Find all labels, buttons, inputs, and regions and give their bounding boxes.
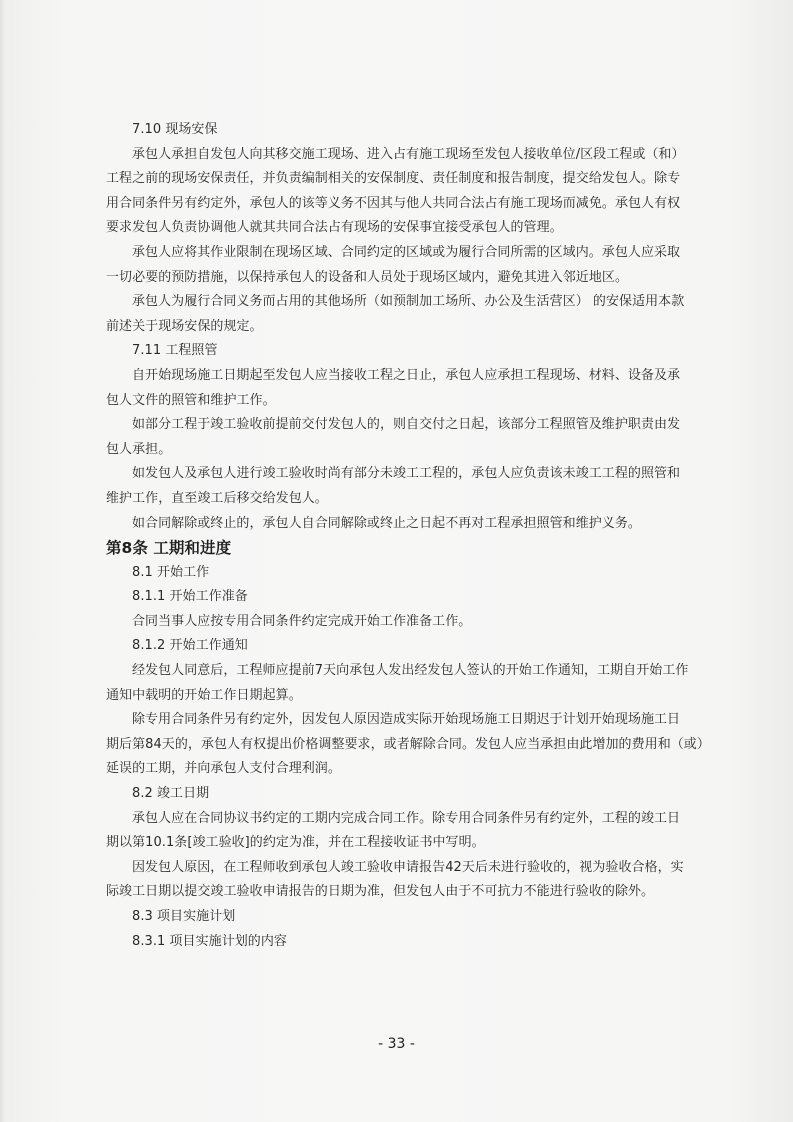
text-line: 承包人应将其作业限制在现场区域、合同约定的区域或为履行合同所需的区域内。承包人应采取 (132, 244, 681, 260)
text-line: 8.1.2 开始工作通知 (132, 638, 248, 654)
text-line: 包人文件的照管和维护工作。 (106, 392, 276, 408)
text-line: 8.3 项目实施计划 (132, 909, 236, 924)
text-line: 期后第84天的，承包人有权提出价格调整要求，或者解除合同。发包人应当承担由此增加的费用和（或） (106, 736, 710, 752)
text-line: 如发包人及承包人进行竣工验收时尚有部分未竣工工程的，承包人应负责该未竣工工程的照管和 (132, 466, 681, 482)
text-line: 期以第10.1条[竣工验收]的约定为准，并在工程接收证书中写明。 (106, 835, 485, 851)
text-line: 承包人应在合同协议书约定的工期内完成合同工作。除专用合同条件另有约定外，工程的竣工日 (132, 810, 681, 826)
text-line: 经发包人同意后，工程师应提前7天向承包人发出经发包人签认的开始工作通知，工期自开始工作 (132, 663, 689, 679)
document-body (106, 118, 710, 954)
text-line: 维护工作，直至竣工后移交给发包人。 (106, 490, 328, 506)
page-number: - 33 - (378, 1036, 415, 1052)
text-line: 7.10 现场安保 (132, 122, 218, 137)
text-line: 7.11 工程照管 (132, 343, 218, 359)
text-line: 延误的工期，并向承包人支付合理利润。 (106, 761, 341, 777)
text-line: 8.3.1 项目实施计划的内容 (132, 933, 287, 949)
text-line: 一切必要的预防措施，以保持承包人的设备和人员处于现场区域内，避免其进入邻近地区。 (106, 269, 629, 285)
text-line: 用合同条件另有约定外，承包人的该等义务不因其与他人共同合法占有施工现场而减免。承包人有权 (106, 195, 681, 211)
text-line: 通知中载明的开始工作日期起算。 (106, 687, 302, 703)
text-line: 如合同解除或终止的，承包人自合同解除或终止之日起不再对工程承担照管和维护义务。 (132, 515, 641, 531)
text-line: 前述关于现场安保的规定。 (106, 318, 263, 334)
text-line: 8.1 开始工作 (132, 564, 210, 580)
text-line: 包人承担。 (106, 441, 172, 457)
text-line: 际竣工日期以提交竣工验收申请报告的日期为准，但发包人由于不可抗力不能进行验收的除外。 (106, 884, 655, 900)
left-edge-shadow (0, 0, 6, 1122)
text-line: 8.1.1 开始工作准备 (132, 589, 248, 605)
text-line: 承包人为履行合同义务而占用的其他场所（如预制加工场所、办公及生活营区） 的安保适用本款 (132, 294, 685, 310)
text-line: 8.2 竣工日期 (132, 786, 210, 802)
text-line: 如部分工程于竣工验收前提前交付发包人的，则自交付之日起，该部分工程照管及维护职责由发 (132, 417, 681, 433)
text-line: 合同当事人应按专用合同条件约定完成开始工作准备工作。 (132, 613, 472, 629)
text-line: 承包人承担自发包人向其移交施工现场、进入占有施工现场至发包人接收单位/区段工程或（和） (132, 146, 685, 162)
text-line: 要求发包人负责协调他人就其共同合法占有现场的安保事宜接受承包人的管理。 (106, 220, 563, 236)
text-line: 因发包人原因，在工程师收到承包人竣工验收申请报告42天后未进行验收的，视为验收合格，实 (132, 859, 684, 875)
text-line: 除专用合同条件另有约定外，因发包人原因造成实际开始现场施工日期迟于计划开始现场施工日 (132, 712, 681, 728)
text-line: 工程之前的现场安保责任，并负责编制相关的安保制度、责任制度和报告制度，提交给发包人。除专 (106, 171, 681, 187)
text-line: 自开始现场施工日期起至发包人应当接收工程之日止，承包人应承担工程现场、材料、设备及承 (132, 367, 681, 383)
chapter-heading: 第8条 工期和进度 (106, 539, 232, 558)
